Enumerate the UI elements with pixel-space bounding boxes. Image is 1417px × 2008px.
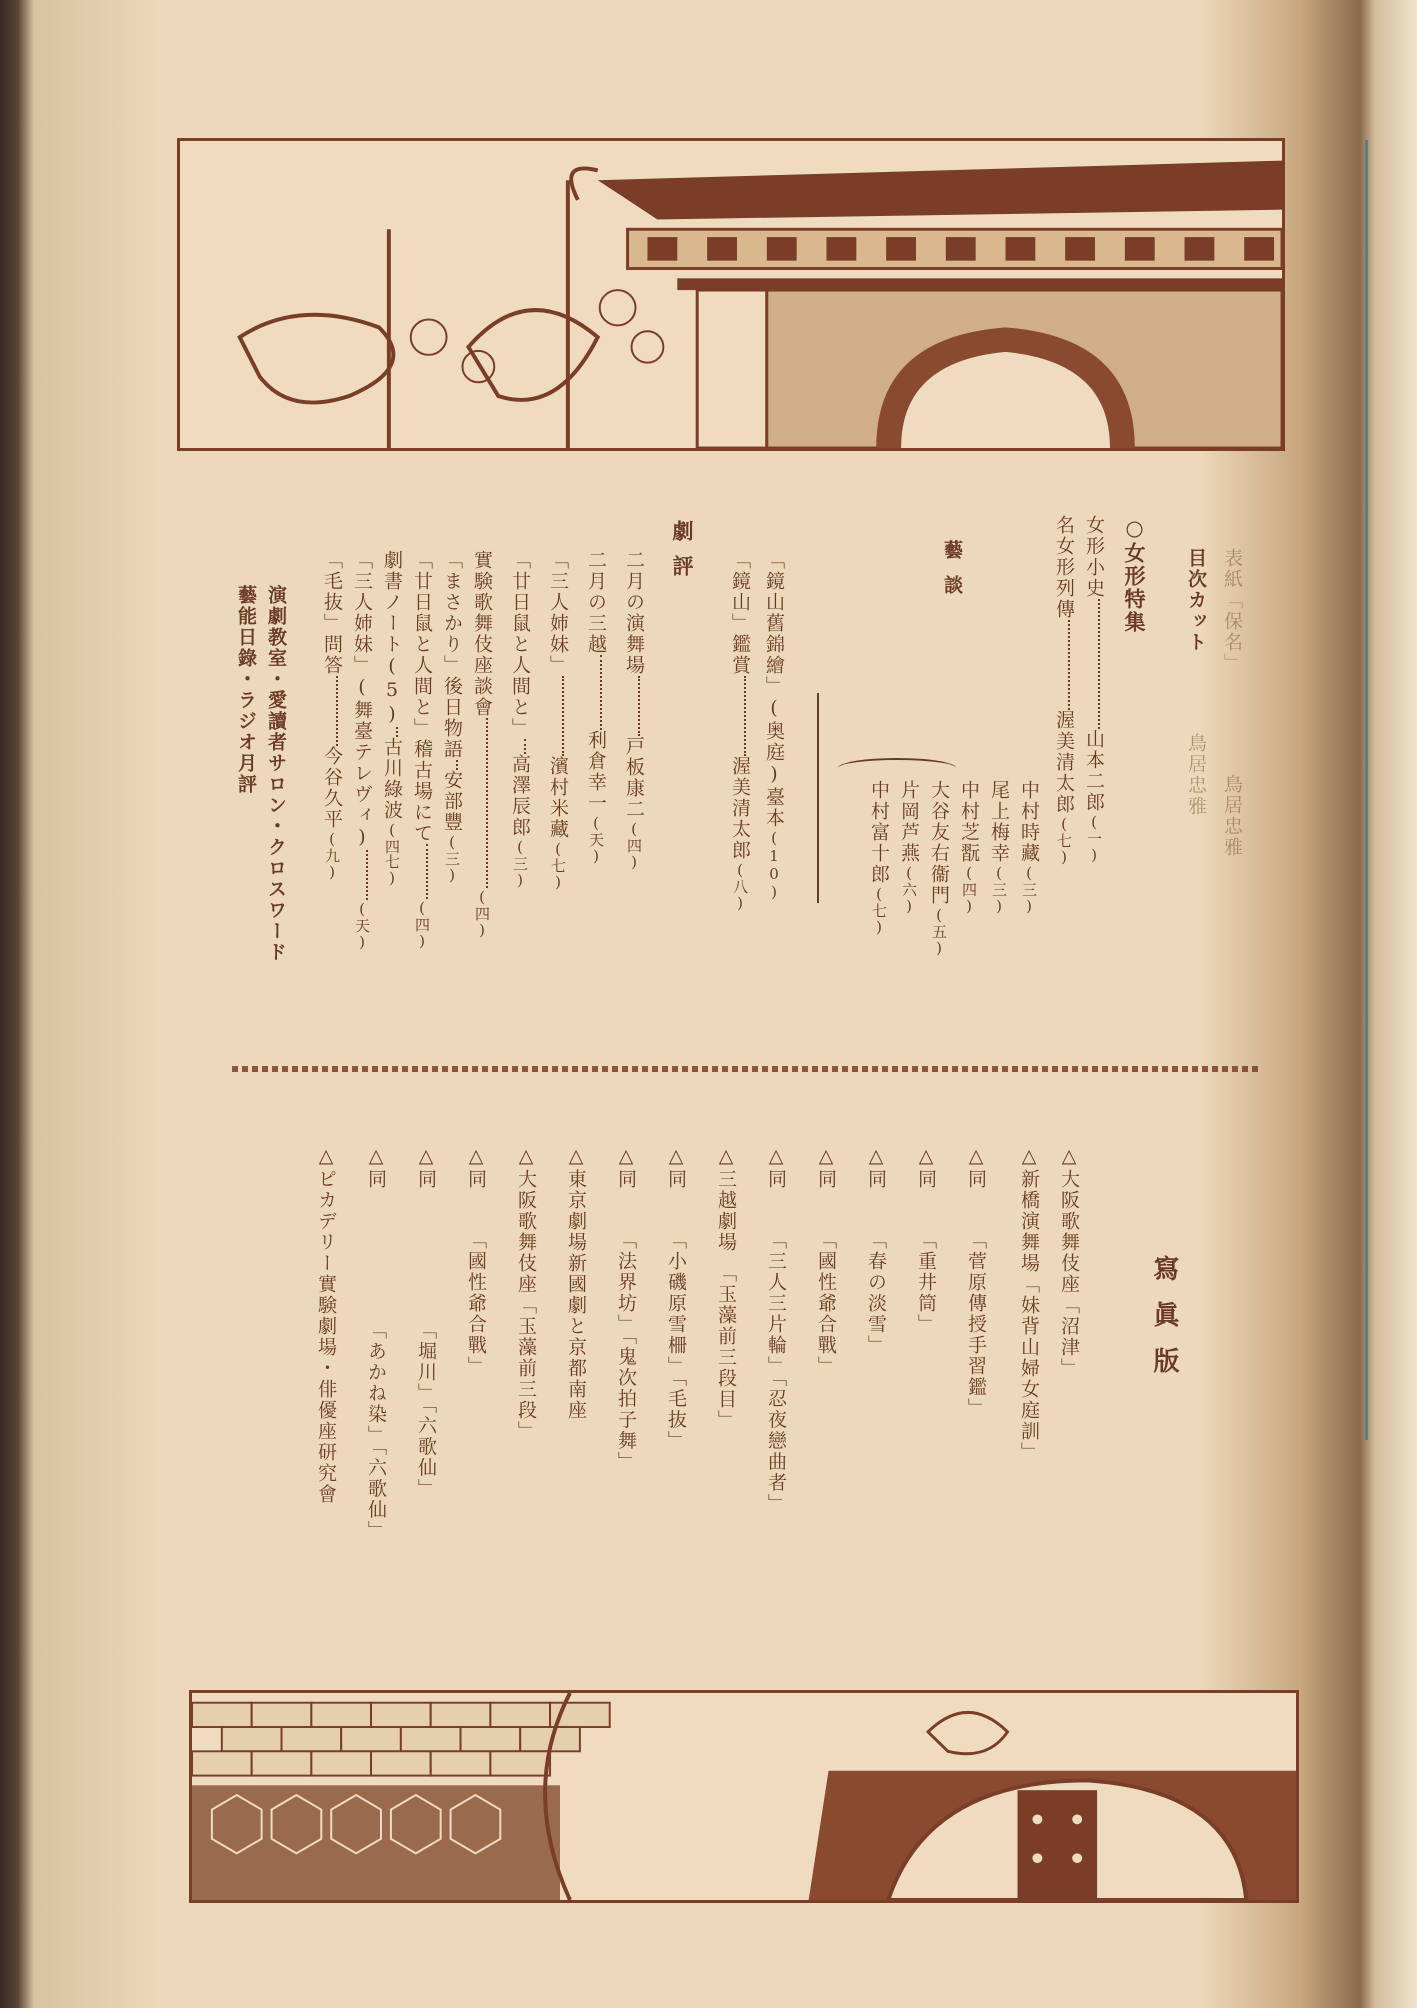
entry-title: 「鏡山舊錦繪」(奥庭)臺本 xyxy=(763,550,785,829)
cover-artist: 鳥居忠雅 xyxy=(1221,774,1243,858)
talk-author: 尾上梅幸 xyxy=(988,780,1010,864)
photo-entry xyxy=(1055,1145,1083,1379)
photo-venue: △同 xyxy=(915,1145,937,1190)
review-entry xyxy=(506,550,539,889)
entry-page: (一) xyxy=(1085,813,1103,864)
talk-entry xyxy=(955,780,983,915)
photo-entry xyxy=(462,1145,490,1377)
toc-entry xyxy=(1050,515,1083,866)
photo-works: 「玉藻前三段」 xyxy=(515,1295,537,1442)
talk-entry xyxy=(1015,780,1043,915)
entry-author: 濱村米藏 xyxy=(547,756,569,840)
talk-author: 大谷友右衞門 xyxy=(928,780,950,906)
entry-page: (七) xyxy=(1055,815,1073,866)
photo-works: 「國性爺合戰」 xyxy=(815,1230,837,1377)
entry-title: 女形小史 xyxy=(1083,515,1105,599)
entry-page: (天) xyxy=(587,814,605,865)
review-entry xyxy=(438,550,471,884)
entry-title: 實験歌舞伎座談會 xyxy=(471,550,493,718)
entry-author: 山本二郎 xyxy=(1083,729,1105,813)
entry-author: 高澤辰郎 xyxy=(509,754,531,838)
photo-entry xyxy=(662,1145,690,1452)
review-entry xyxy=(544,550,577,891)
photo-venue: △同 xyxy=(415,1145,437,1190)
photo-entry xyxy=(362,1145,390,1542)
photo-entry xyxy=(1015,1145,1043,1463)
talk-page: (三) xyxy=(990,864,1008,915)
photo-venue: △同 xyxy=(665,1145,687,1190)
talk-author: 中村芝翫 xyxy=(958,780,980,864)
talk-entry xyxy=(985,780,1013,915)
header-illustration xyxy=(177,138,1285,451)
photo-entry xyxy=(762,1145,790,1515)
talk-page: (四) xyxy=(960,864,978,915)
photo-entry xyxy=(412,1145,440,1500)
photo-works: 「三人三片輪」「忍夜戀曲者」 xyxy=(765,1230,787,1515)
photo-venue: △三越劇場 xyxy=(715,1145,737,1253)
photo-entry xyxy=(812,1145,840,1377)
review-entry xyxy=(582,550,615,865)
entry-page: (九) xyxy=(323,830,341,881)
photo-entry xyxy=(312,1145,340,1505)
cover-title: 表紙「保名」 xyxy=(1221,548,1243,674)
photo-entry xyxy=(962,1145,990,1419)
talk-page: (六) xyxy=(900,864,918,915)
reviews-heading: 劇評 xyxy=(670,520,695,590)
photo-entry xyxy=(562,1145,590,1421)
photo-works: 「沼津」 xyxy=(1058,1295,1080,1379)
photo-venue: △同 xyxy=(465,1145,487,1190)
review-entry xyxy=(468,550,501,939)
entry-title: 「鏡山」鑑賞 xyxy=(729,550,751,676)
photo-venue: △大阪歌舞伎座 xyxy=(515,1145,537,1295)
toc-entry xyxy=(1080,515,1113,864)
footer-line-2: 藝能日錄・ラジオ月評 xyxy=(235,585,257,795)
entry-title: 「三人姉妹」 xyxy=(547,550,569,676)
photo-works: 「國性爺合戰」 xyxy=(465,1230,487,1377)
photo-venue: △ピカデリー實験劇場・俳優座研究會 xyxy=(315,1145,337,1505)
talk-author: 中村富十郎 xyxy=(868,780,890,885)
toc-entry xyxy=(726,550,759,912)
talk-brace xyxy=(838,758,956,778)
entry-author: 渥美清太郎 xyxy=(729,756,751,861)
photo-entry xyxy=(712,1145,740,1431)
entry-page: (四) xyxy=(413,899,431,950)
photo-venue: △同 xyxy=(815,1145,837,1190)
photo-works: 「妹背山婦女庭訓」 xyxy=(1018,1274,1040,1463)
review-entry xyxy=(408,550,441,950)
entry-author: 安部豐 xyxy=(441,770,463,833)
entry-author: 戸板康二 xyxy=(623,736,645,820)
photo-venue: △東京劇場新國劇と京都南座 xyxy=(565,1145,587,1421)
entry-title: 「廿日鼠と人間と」稽古場にて xyxy=(411,550,433,844)
entry-title: 劇書ノート(5) xyxy=(381,550,403,727)
photos-heading: 寫眞版 xyxy=(1149,1255,1179,1393)
entry-page: (四) xyxy=(625,820,643,871)
entry-title: 「三人姉妹」(舞臺テレヴィ) xyxy=(351,550,373,850)
photo-works: 「あかね染」「六歌仙」 xyxy=(365,1320,387,1542)
gate-roof-illustration xyxy=(180,141,1282,448)
photo-venue: △新橋演舞場 xyxy=(1018,1145,1040,1274)
talk-page: (三) xyxy=(1020,864,1038,915)
entry-page: (八) xyxy=(731,861,749,912)
entry-title: 二月の演舞場 xyxy=(623,550,645,676)
talk-entry xyxy=(865,780,893,936)
photo-entry xyxy=(862,1145,890,1356)
photo-venue: △同 xyxy=(965,1145,987,1190)
talk-label: 藝談 xyxy=(941,540,963,610)
entry-title: 名女形列傳 xyxy=(1053,515,1075,620)
entry-title: 「廿日鼠と人間と」 xyxy=(509,550,531,739)
entry-title: 「まさかり」後日物語 xyxy=(441,550,463,760)
entry-author: 利倉幸一 xyxy=(585,730,607,814)
entry-page: (三) xyxy=(443,833,461,884)
talk-page: (七) xyxy=(870,885,888,936)
photo-venue: △同 xyxy=(615,1145,637,1190)
photo-entry xyxy=(912,1145,940,1335)
toc-cut-artist: 鳥居忠雅 xyxy=(1185,733,1207,817)
photo-works: 「春の淡雪」 xyxy=(865,1230,887,1356)
section-divider xyxy=(232,1066,1262,1072)
talk-entry xyxy=(925,780,953,957)
review-entry xyxy=(620,550,653,871)
entry-page: (七) xyxy=(549,840,567,891)
review-entry xyxy=(348,550,381,951)
photo-venue: △同 xyxy=(365,1145,387,1190)
entry-author: 今谷久平 xyxy=(321,746,343,830)
talk-entry xyxy=(895,780,923,915)
gate-wall-illustration xyxy=(192,1693,1296,1900)
entry-title: 二月の三越 xyxy=(585,550,607,655)
entry-author: 古川綠波 xyxy=(381,737,403,821)
review-entry xyxy=(378,550,411,887)
photo-works: 「堀川」「六歌仙」 xyxy=(415,1320,437,1500)
review-entry xyxy=(318,550,351,881)
entry-page: (三) xyxy=(511,838,529,889)
entry-page: (四七) xyxy=(383,821,401,887)
photo-works: 「重井筒」 xyxy=(915,1230,937,1335)
entry-page: (天) xyxy=(353,900,371,951)
photo-works: 「法界坊」「鬼次拍子舞」 xyxy=(615,1230,637,1473)
photo-venue: △大阪歌舞伎座 xyxy=(1058,1145,1080,1295)
column-rule xyxy=(817,693,819,903)
entry-title: 「毛抜」問答 xyxy=(321,550,343,676)
photo-venue: △同 xyxy=(865,1145,887,1190)
feature-heading: ○女形特集 xyxy=(1122,515,1147,634)
photo-works: 「玉藻前三段目」 xyxy=(715,1263,737,1431)
photo-works: 「小磯原雪柵」「毛抜」 xyxy=(665,1230,687,1452)
toc-entry xyxy=(760,550,788,901)
photo-entry xyxy=(612,1145,640,1473)
talk-author: 中村時藏 xyxy=(1018,780,1040,864)
next-page-edge xyxy=(1365,140,1368,1440)
entry-page: (四) xyxy=(473,888,491,939)
toc-cut-label: 目次カット xyxy=(1185,548,1207,653)
footer-line-1: 演劇教室・愛讀者サロン・クロスワード xyxy=(265,585,287,963)
footer-illustration xyxy=(189,1690,1299,1903)
entry-page: (10) xyxy=(765,829,783,901)
cover-credit xyxy=(1218,548,1246,858)
talk-author: 片岡芦燕 xyxy=(898,780,920,864)
entry-author: 渥美清太郎 xyxy=(1053,710,1075,815)
talk-page: (五) xyxy=(930,906,948,957)
photo-entry xyxy=(512,1145,540,1442)
photo-works: 「菅原傳授手習鑑」 xyxy=(965,1230,987,1419)
photo-venue: △同 xyxy=(765,1145,787,1190)
toc-cut-credit xyxy=(1182,548,1210,817)
